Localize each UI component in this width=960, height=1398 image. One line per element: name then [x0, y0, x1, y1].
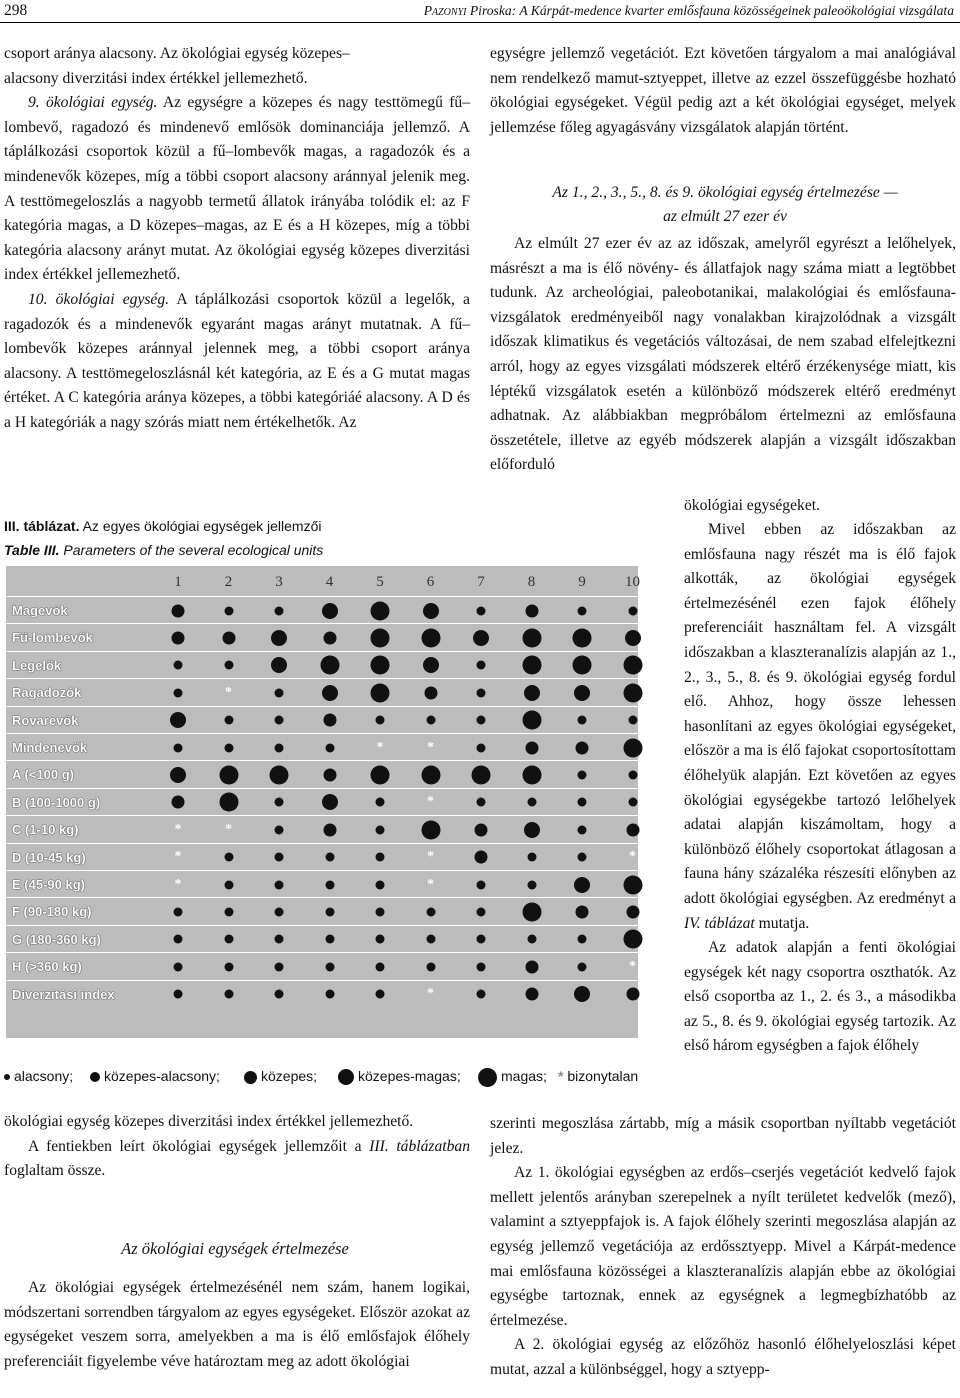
value-dot-s: [174, 743, 183, 752]
uncertain-mark: *: [427, 794, 434, 810]
value-dot-m: [525, 604, 538, 617]
value-dot-s: [224, 743, 233, 752]
uncertain-mark: *: [427, 849, 434, 865]
value-dot-l: [472, 766, 491, 785]
value-dot-l: [573, 629, 592, 648]
left-line-2: alacsony diverzitási index értékkel jellemezhető.: [4, 69, 308, 87]
uncertain-mark: *: [174, 821, 182, 837]
right-p4-cont: szerinti megoszlása zártabb, míg a másik csoportban nyíltabb vegetációt jelez.: [490, 1115, 956, 1157]
value-dot-s: [477, 935, 486, 944]
value-dot-s: [325, 935, 334, 944]
legend-medium-low-label: közepes-alacsony;: [104, 1068, 220, 1084]
caption-hu-bold: III. táblázat.: [4, 518, 80, 534]
value-dot-s: [578, 962, 587, 971]
legend-medium: [244, 1065, 317, 1087]
unit-9-text: Az egységre a közepes és nagy testtömegű fű–lombevő, ragadozó és mindenevő emlősök dominanciája jellemző. A táplálkozási csoportok közül a fű–lombevők magas, a ragadozók és a mindenevők közepes, míg a többi csoport alacsony aránnyal jelenik meg. A testtömegeloszlás a nagyobb termetű állatok irányába tolódik el: az F kategória magas, a D közepes–magas, az E és a H közepes, míg a többi kategória alacsony arányt mutat. Az ökológiai egység közepes diverzitási index értékkel jellemezhető.: [4, 94, 470, 284]
right-p5: Az 1. ökológiai egységben az erdős–cserjés vegetációt kedvelő fajok mellett jelentős arányban szerepelnek a nyílt területet kedvelők (mező), valamint a sztyeppfajok is. A fajok élőhely szerinti megoszlása alapján az egység jellemző vegetációja az erdőssztyepp. Mivel a Kárpát-medence mai emlősfauna közösségei a klaszteranalízis alapján ebbe az ökológiai egységbe tartoznak, ennek az egységnek a legmegbízhatóbb az értelmezése.: [490, 1164, 956, 1329]
value-dot-s: [275, 935, 284, 944]
value-dot-ml: [322, 603, 338, 619]
table-row: [6, 843, 638, 871]
value-dot-s: [376, 825, 385, 834]
caption-en-bold: Table III.: [4, 542, 60, 558]
value-dot-ml: [170, 712, 186, 728]
value-dot-ml: [574, 986, 590, 1002]
value-dot-s: [275, 798, 284, 807]
uncertain-mark: *: [427, 986, 434, 1002]
value-dot-s: [224, 606, 233, 615]
section-paragraph: Az ökológiai egységek értelmezésénél nem szám, hanem logikai, módszertani sorrendben tárgyalom az egyes egységeket. Először azokat az egységeket veszem sorra, amelyekben a ma is élő emlősfajok élőhely preferenciáit figyelembe véve határoztam meg az adott ökológiai: [4, 1279, 470, 1370]
uncertain-mark: *: [629, 849, 636, 865]
value-dot-s: [376, 962, 385, 971]
running-head-author: Pazonyi: [423, 3, 467, 18]
table-row: [6, 870, 638, 898]
value-dot-s: [376, 853, 385, 862]
value-dot-m: [323, 632, 336, 645]
value-dot-s: [477, 962, 486, 971]
right-p3-b: mutatja.: [754, 914, 810, 932]
value-dot-s: [325, 962, 334, 971]
unit-10-paragraph: [4, 288, 470, 436]
uncertain-mark: *: [427, 739, 434, 755]
value-dot-m: [172, 632, 185, 645]
subsection-title-2: az elmúlt 27 ezer év: [663, 208, 787, 225]
page-number: 298: [4, 2, 28, 19]
column-number-5: 5: [376, 574, 384, 590]
column-number-1: 1: [174, 574, 182, 590]
value-dot-s: [275, 880, 284, 889]
column-number-4: 4: [325, 574, 334, 590]
right-p3-a: Mivel ebben az időszakban az emlősfauna nagy részét ma is élő fajok alkották, az ökológiai egységek értelmezésénél ezen fajok élőhely preferenciáit használtam fel. A vizsgált időszakban a klaszteranalízis alapján az 1., 2., 3., 5., 8. és 9. ökológiai egység fordul elő. Ahhoz, hogy össze lehessen hasonlítani az egyes ökológiai egységeket, először a ma is élő fajokat csoportosítottam élőhelyük alapján. Ezt követően az egyes ökológiai egységekbe tartozó lelőhelyek adatai alapján kiszámoltam, hogy a különböző élőhely csoportokat átlagosan a fauna hány százaléka részesíti előnyben az adott ökológiai egységben. Az eredményt a: [684, 521, 956, 907]
value-dot-s: [376, 990, 385, 999]
value-dot-l: [371, 656, 390, 675]
value-dot-l: [522, 629, 541, 648]
value-dot-m: [323, 769, 336, 782]
value-dot-s: [224, 661, 233, 670]
value-dot-s: [477, 880, 486, 889]
legend-medium-low: [90, 1065, 220, 1087]
value-dot-s: [174, 661, 183, 670]
left-bottom-p1: ökológiai egység közepes diverzitási index értékkel jellemezhető.: [4, 1113, 414, 1130]
value-dot-s: [224, 990, 233, 999]
value-dot-l: [320, 656, 339, 675]
value-dot-s: [174, 908, 183, 917]
value-dot-s: [527, 935, 536, 944]
right-p3: [684, 518, 956, 936]
row-label: A (<100 g): [12, 767, 75, 783]
value-dot-s: [325, 990, 334, 999]
table-row: [6, 952, 638, 980]
right-column-bottom: [490, 1112, 956, 1383]
table-row: [6, 897, 638, 925]
value-dot-l: [219, 793, 238, 812]
right-p2: Az elmúlt 27 ezer év az az időszak, amelyről egyrészt a lelőhelyek, másrészt a ma is élő növény- és állatfajok nagy száma miatt a legtöbbet tudunk. Az archeológiai, paleobotanikai, malakológiai és emlősfauna-vizsgálatok eredményeiből nagy vonalakban kirajzolódnak a vizsgált időszak klimatikus és vegetációs változásai, de nem szabad elfelejtkezni arról, hogy az egyes vizsgálati módszerek eltérő érzékenysége miatt, kis léptékű vizsgálatok esetén a különböző módszerek eltérő eredményt adhatnak. Az alábbiakban megpróbálom értelmezni az emlősfauna összetétele, illetve az egyéb módszerek alapján a vizsgált időszakban előforduló: [490, 235, 956, 474]
section-title: Az ökológiai egységek értelmezése: [121, 1239, 349, 1258]
value-dot-s: [376, 798, 385, 807]
unit-9-label: 9. ökológiai egység.: [28, 94, 158, 112]
left-column-top: [4, 42, 470, 436]
value-dot-s: [376, 935, 385, 944]
value-dot-s: [174, 962, 183, 971]
column-number-2: 2: [224, 574, 233, 590]
value-dot-s: [325, 853, 334, 862]
value-dot-s: [426, 935, 435, 944]
row-label: F (90-180 kg): [12, 904, 92, 920]
table-row: [6, 760, 638, 788]
legend-uncertain: [558, 1065, 638, 1087]
value-dot-s: [426, 962, 435, 971]
value-dot-ml: [170, 767, 186, 783]
value-dot-s: [628, 716, 637, 725]
left-column-bottom: [4, 1110, 470, 1184]
value-dot-s: [224, 880, 233, 889]
value-dot-s: [325, 908, 334, 917]
value-dot-s: [628, 606, 637, 615]
left-bottom-p2-a: A fentiekben leírt ökológiai egységek jellemzőit a: [28, 1137, 370, 1155]
value-dot-ml: [574, 685, 590, 701]
page-header: [0, 0, 960, 22]
value-dot-l: [623, 930, 642, 949]
legend-high: [478, 1065, 547, 1087]
value-dot-s: [275, 908, 284, 917]
table-row: [6, 651, 638, 679]
value-dot-s: [578, 716, 587, 725]
right-p1: egységre jellemző vegetációt. Ezt követően tárgyalom a mai analógiával nem rendelkező mamut-sztyeppet, illetve az ezzel összefüggésbe hozható ökológiai egységeket. Végül pedig azt a két ökológiai egységet, melyek jellemzése főleg agyagásvány vizsgálatok alapján történt.: [490, 45, 956, 136]
value-dot-s: [426, 908, 435, 917]
legend-medium-high: [338, 1065, 461, 1087]
row-label: Diverzitási index: [12, 986, 115, 1002]
running-head: [424, 3, 954, 19]
value-dot-ml: [524, 685, 540, 701]
value-dot-s: [325, 880, 334, 889]
value-dot-s: [275, 606, 284, 615]
value-dot-s: [628, 798, 637, 807]
table-row: [6, 596, 638, 624]
value-dot-s: [224, 962, 233, 971]
uncertain-mark: *: [427, 876, 434, 892]
header-rule: [0, 22, 960, 23]
value-dot-m: [525, 741, 538, 754]
legend-medium-high-dot: [338, 1069, 354, 1085]
value-dot-m: [626, 906, 639, 919]
value-dot-s: [477, 716, 486, 725]
row-label: Legelők: [12, 657, 62, 673]
value-dot-m: [323, 714, 336, 727]
value-dot-s: [477, 908, 486, 917]
table-row: [6, 815, 638, 843]
row-label: C (1-10 kg): [12, 822, 79, 838]
value-dot-s: [426, 716, 435, 725]
row-label: Magevők: [12, 603, 68, 618]
left-bottom-p2-italic: III. táblázatban: [369, 1137, 470, 1155]
table-caption-en: [4, 542, 323, 558]
value-dot-m: [475, 851, 488, 864]
value-dot-l: [522, 903, 541, 922]
value-dot-s: [376, 880, 385, 889]
table-row: [6, 678, 638, 706]
left-line-1: csoport aránya alacsony. Az ökológiai egység közepes–: [4, 45, 350, 62]
row-label: D (10-45 kg): [12, 849, 86, 865]
value-dot-l: [219, 766, 238, 785]
value-dot-ml: [271, 657, 287, 673]
value-dot-s: [578, 853, 587, 862]
table-row: [6, 733, 638, 761]
legend-uncertain-star: *: [558, 1068, 564, 1084]
right-column-mid: [490, 232, 956, 478]
value-dot-m: [576, 741, 589, 754]
unit-10-label: 10. ökológiai egység.: [28, 290, 170, 308]
right-column-top: [490, 42, 956, 140]
table-legend: [4, 1065, 644, 1087]
column-number-7: 7: [477, 574, 485, 590]
legend-low-dot: [4, 1074, 10, 1080]
value-dot-s: [275, 962, 284, 971]
right-p4: Az adatok alapján a fenti ökológiai egységek két nagy csoportra oszthatók. Az első csoportba az 1., 2. és 3., a másodikba az 5., 8. és 9. ökológiai egység tartozik. Az első három egységben a fajok élőhely: [684, 939, 956, 1055]
value-dot-s: [477, 661, 486, 670]
value-dot-ml: [625, 630, 641, 646]
row-label: Mindenevők: [12, 740, 88, 755]
column-number-10: 10: [625, 574, 640, 590]
value-dot-s: [174, 990, 183, 999]
value-dot-s: [275, 853, 284, 862]
value-dot-ml: [423, 603, 439, 619]
value-dot-l: [623, 738, 642, 757]
table-row: [6, 980, 638, 1008]
value-dot-s: [527, 798, 536, 807]
row-label: E (45-90 kg): [12, 877, 85, 892]
value-dot-s: [224, 716, 233, 725]
value-dot-m: [626, 988, 639, 1001]
left-bottom-p2-b: foglaltam össze.: [4, 1162, 106, 1180]
value-dot-ml: [423, 657, 439, 673]
value-dot-s: [224, 908, 233, 917]
value-dot-l: [421, 629, 440, 648]
legend-medium-high-label: közepes-magas;: [358, 1068, 461, 1084]
value-dot-s: [477, 606, 486, 615]
table-caption-hu: [4, 518, 322, 534]
value-dot-s: [578, 825, 587, 834]
value-dot-m: [424, 686, 437, 699]
value-dot-m: [626, 823, 639, 836]
value-dot-l: [623, 875, 642, 894]
value-dot-m: [172, 604, 185, 617]
row-label: H (>360 kg): [12, 959, 82, 975]
value-dot-s: [477, 990, 486, 999]
value-dot-m: [576, 906, 589, 919]
left-column-section: [4, 1276, 470, 1374]
legend-medium-label: közepes;: [261, 1068, 318, 1084]
value-dot-l: [421, 820, 440, 839]
value-dot-ml: [322, 685, 338, 701]
value-dot-ml: [473, 630, 489, 646]
value-dot-ml: [574, 877, 590, 893]
value-dot-l: [421, 766, 440, 785]
column-number-8: 8: [527, 574, 536, 590]
right-p3-italic: IV. táblázat: [684, 914, 755, 932]
uncertain-mark: *: [225, 821, 232, 837]
value-dot-s: [578, 798, 587, 807]
uncertain-mark: *: [174, 876, 182, 892]
column-number-3: 3: [275, 574, 283, 590]
value-dot-ml: [524, 822, 540, 838]
table-row: [6, 925, 638, 953]
value-dot-l: [522, 711, 541, 730]
value-dot-s: [628, 771, 637, 780]
table-row: [6, 788, 638, 816]
value-dot-m: [525, 960, 538, 973]
column-number-6: 6: [426, 574, 435, 590]
value-dot-s: [578, 771, 587, 780]
value-dot-s: [578, 935, 587, 944]
value-dot-s: [275, 825, 284, 834]
right-p6: A 2. ökológiai egység az előzőhöz hasonló élőhelyeloszlási képet mutat, azzal a különbséggel, hogy a sztyepp-: [490, 1336, 956, 1378]
caption-en-text: Parameters of the several ecological units: [59, 542, 324, 558]
value-dot-m: [172, 796, 185, 809]
table-row: [6, 706, 638, 734]
value-dot-l: [371, 601, 390, 620]
value-dot-l: [573, 656, 592, 675]
value-dot-l: [371, 629, 390, 648]
row-label: Fű-lombevők: [12, 630, 93, 646]
value-dot-l: [371, 766, 390, 785]
value-dot-s: [376, 716, 385, 725]
value-dot-s: [527, 853, 536, 862]
column-number-9: 9: [578, 574, 586, 590]
legend-uncertain-label: bizonytalan: [567, 1068, 639, 1084]
caption-hu-text: Az egyes ökológiai egységek jellemzői: [79, 518, 322, 534]
value-dot-l: [522, 656, 541, 675]
unit-9-paragraph: [4, 91, 470, 288]
value-dot-s: [275, 688, 284, 697]
value-dot-s: [578, 606, 587, 615]
value-dot-m: [475, 823, 488, 836]
value-dot-s: [275, 990, 284, 999]
legend-low: [4, 1065, 73, 1087]
value-dot-m: [323, 823, 336, 836]
right-column-narrow: [684, 518, 956, 1059]
value-dot-s: [477, 688, 486, 697]
value-dot-s: [376, 908, 385, 917]
value-dot-ml: [271, 630, 287, 646]
row-label: B (100-1000 g): [12, 794, 101, 810]
row-label: G (180-360 kg): [12, 931, 101, 947]
right-p2-end: ökológiai egységeket.: [684, 497, 820, 514]
row-label: Ragadozók: [12, 685, 82, 701]
value-dot-s: [275, 716, 284, 725]
table-row: [6, 623, 638, 651]
value-dot-m: [222, 632, 235, 645]
legend-high-dot: [478, 1068, 497, 1087]
ecological-units-table: [6, 566, 638, 1038]
uncertain-mark: *: [376, 739, 384, 755]
value-dot-s: [325, 743, 334, 752]
value-dot-ml: [322, 794, 338, 810]
value-dot-s: [477, 743, 486, 752]
legend-high-label: magas;: [501, 1068, 547, 1084]
value-dot-l: [623, 656, 642, 675]
value-dot-l: [623, 683, 642, 702]
uncertain-mark: *: [225, 684, 232, 700]
value-dot-l: [270, 766, 289, 785]
running-head-title: Piroska: A Kárpát-medence kvarter emlősfauna közösségeinek paleoökológiai vizsgálata: [466, 3, 954, 18]
value-dot-l: [522, 766, 541, 785]
unit-10-text: A táplálkozási csoportok közül a legelők, a ragadozók és a mindenevők egyaránt magas arányt mutatnak. A fű–lombevők közepes aránnyal jelennek meg, a többi csoport aránya alacsony. A testtömegeloszlásnál két kategória, az E és a G mutat magas értéket. A C kategória aránya közepes, a többi kategóriáé alacsony. A D és a H kategóriák a nagy szórás miatt nem értékelhetők. Az: [4, 290, 470, 431]
legend-low-label: alacsony;: [14, 1068, 74, 1084]
row-label: Rovarevők: [12, 712, 79, 728]
value-dot-s: [477, 798, 486, 807]
uncertain-mark: *: [629, 958, 636, 974]
value-dot-s: [174, 688, 183, 697]
value-dot-s: [174, 935, 183, 944]
legend-medium-dot: [244, 1071, 257, 1084]
value-dot-s: [527, 880, 536, 889]
value-dot-s: [224, 935, 233, 944]
value-dot-s: [275, 743, 284, 752]
value-dot-m: [525, 988, 538, 1001]
subsection-title-1: Az 1., 2., 3., 5., 8. és 9. ökológiai egység értelmezése —: [552, 184, 898, 201]
left-bottom-p2: [4, 1135, 470, 1184]
legend-medium-low-dot: [90, 1072, 100, 1082]
uncertain-mark: *: [174, 849, 182, 865]
value-dot-s: [224, 853, 233, 862]
value-dot-l: [371, 683, 390, 702]
